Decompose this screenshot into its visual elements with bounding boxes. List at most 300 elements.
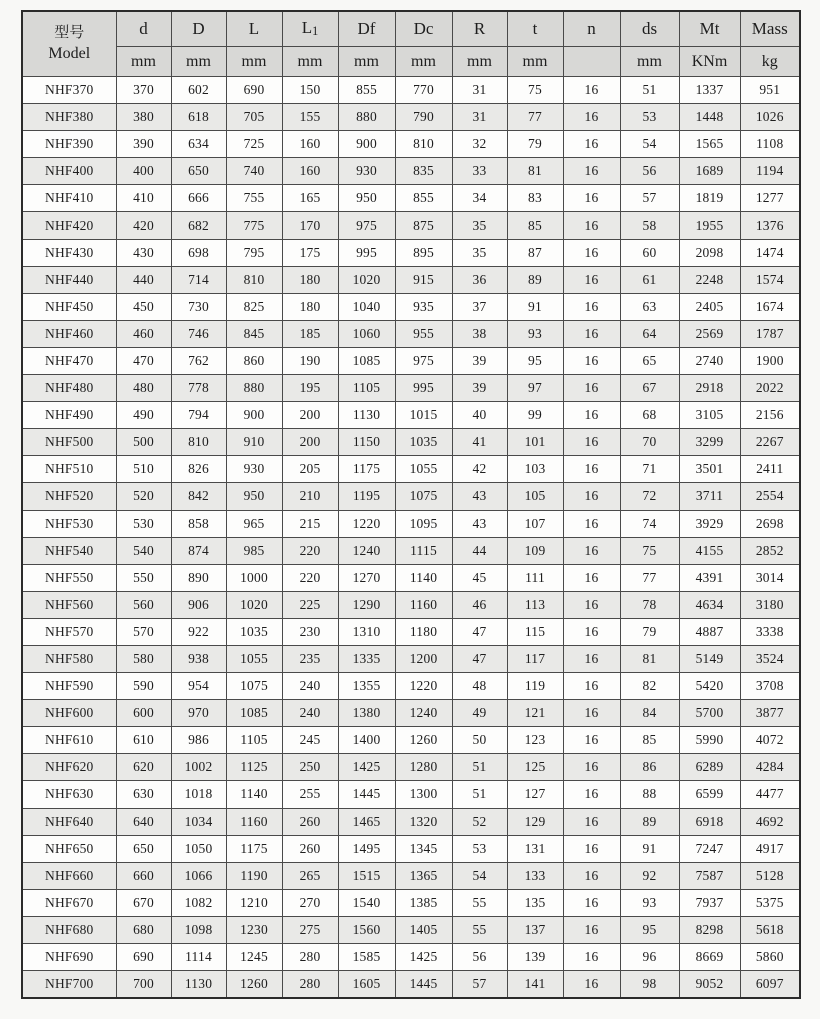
value-cell: 1277: [740, 185, 800, 212]
value-cell: 16: [563, 375, 620, 402]
value-cell: 910: [226, 429, 282, 456]
value-cell: 48: [452, 673, 507, 700]
value-cell: 874: [171, 537, 226, 564]
value-cell: 16: [563, 808, 620, 835]
value-cell: 107: [507, 510, 563, 537]
table-row: [22, 916, 800, 943]
value-cell: 1689: [679, 158, 740, 185]
value-cell: 63: [620, 293, 679, 320]
value-cell: 610: [116, 727, 171, 754]
value-cell: 195: [282, 375, 338, 402]
model-cell: NHF390: [22, 131, 116, 158]
header-label-row: [22, 11, 800, 47]
value-cell: 3929: [679, 510, 740, 537]
table-row: [22, 429, 800, 456]
column-header-ds: ds: [620, 11, 679, 47]
value-cell: 460: [116, 320, 171, 347]
column-unit-ds: mm: [620, 47, 679, 77]
value-cell: 2022: [740, 375, 800, 402]
column-unit-dc: mm: [395, 47, 452, 77]
spec-table: [21, 10, 801, 999]
value-cell: 390: [116, 131, 171, 158]
value-cell: 83: [507, 185, 563, 212]
value-cell: 1125: [226, 754, 282, 781]
model-cell: NHF380: [22, 104, 116, 131]
value-cell: 880: [226, 375, 282, 402]
value-cell: 666: [171, 185, 226, 212]
value-cell: 810: [171, 429, 226, 456]
model-cell: NHF610: [22, 727, 116, 754]
model-cell: NHF500: [22, 429, 116, 456]
value-cell: 895: [395, 239, 452, 266]
value-cell: 790: [395, 104, 452, 131]
value-cell: 1200: [395, 645, 452, 672]
value-cell: 5860: [740, 944, 800, 971]
column-header-mt: Mt: [679, 11, 740, 47]
value-cell: 550: [116, 564, 171, 591]
value-cell: 16: [563, 104, 620, 131]
value-cell: 8298: [679, 916, 740, 943]
value-cell: 915: [395, 266, 452, 293]
column-header-r: R: [452, 11, 507, 47]
value-cell: 39: [452, 375, 507, 402]
value-cell: 3299: [679, 429, 740, 456]
table-row: [22, 483, 800, 510]
value-cell: 44: [452, 537, 507, 564]
column-unit-t: mm: [507, 47, 563, 77]
value-cell: 1210: [226, 889, 282, 916]
value-cell: 89: [507, 266, 563, 293]
value-cell: 180: [282, 266, 338, 293]
value-cell: 64: [620, 320, 679, 347]
column-header-mass: Mass: [740, 11, 800, 47]
value-cell: 85: [620, 727, 679, 754]
value-cell: 275: [282, 916, 338, 943]
value-cell: 690: [116, 944, 171, 971]
value-cell: 160: [282, 158, 338, 185]
table-row: [22, 835, 800, 862]
value-cell: 125: [507, 754, 563, 781]
value-cell: 1020: [226, 591, 282, 618]
value-cell: 6599: [679, 781, 740, 808]
value-cell: 922: [171, 618, 226, 645]
value-cell: 260: [282, 808, 338, 835]
value-cell: 2918: [679, 375, 740, 402]
model-cell: NHF410: [22, 185, 116, 212]
value-cell: 265: [282, 862, 338, 889]
column-unit-mass: kg: [740, 47, 800, 77]
value-cell: 965: [226, 510, 282, 537]
value-cell: 31: [452, 104, 507, 131]
value-cell: 1290: [338, 591, 395, 618]
value-cell: 141: [507, 971, 563, 999]
value-cell: 60: [620, 239, 679, 266]
value-cell: 16: [563, 402, 620, 429]
value-cell: 16: [563, 456, 620, 483]
value-cell: 450: [116, 293, 171, 320]
value-cell: 115: [507, 618, 563, 645]
value-cell: 1574: [740, 266, 800, 293]
value-cell: 2740: [679, 347, 740, 374]
value-cell: 245: [282, 727, 338, 754]
table-row: [22, 104, 800, 131]
value-cell: 1066: [171, 862, 226, 889]
value-cell: 68: [620, 402, 679, 429]
value-cell: 53: [620, 104, 679, 131]
value-cell: 825: [226, 293, 282, 320]
value-cell: 875: [395, 212, 452, 239]
value-cell: 180: [282, 293, 338, 320]
table-row: [22, 971, 800, 999]
value-cell: 690: [226, 77, 282, 104]
value-cell: 52: [452, 808, 507, 835]
value-cell: 235: [282, 645, 338, 672]
table-row: [22, 510, 800, 537]
table-row: [22, 185, 800, 212]
value-cell: 280: [282, 971, 338, 999]
value-cell: 1015: [395, 402, 452, 429]
value-cell: 46: [452, 591, 507, 618]
value-cell: 1150: [338, 429, 395, 456]
value-cell: 1900: [740, 347, 800, 374]
table-row: [22, 754, 800, 781]
value-cell: 602: [171, 77, 226, 104]
model-cell: NHF620: [22, 754, 116, 781]
value-cell: 50: [452, 727, 507, 754]
value-cell: 49: [452, 700, 507, 727]
column-unit-n: [563, 47, 620, 77]
value-cell: 1245: [226, 944, 282, 971]
model-cell: NHF690: [22, 944, 116, 971]
value-cell: 4634: [679, 591, 740, 618]
value-cell: 16: [563, 835, 620, 862]
value-cell: 1337: [679, 77, 740, 104]
value-cell: 81: [620, 645, 679, 672]
value-cell: 16: [563, 971, 620, 999]
value-cell: 16: [563, 510, 620, 537]
value-cell: 6289: [679, 754, 740, 781]
value-cell: 1540: [338, 889, 395, 916]
value-cell: 3708: [740, 673, 800, 700]
value-cell: 954: [171, 673, 226, 700]
value-cell: 119: [507, 673, 563, 700]
value-cell: 5149: [679, 645, 740, 672]
value-cell: 835: [395, 158, 452, 185]
value-cell: 930: [338, 158, 395, 185]
value-cell: 4477: [740, 781, 800, 808]
value-cell: 240: [282, 700, 338, 727]
column-header-d: D: [171, 11, 226, 47]
value-cell: 6097: [740, 971, 800, 999]
value-cell: 1425: [338, 754, 395, 781]
value-cell: 79: [620, 618, 679, 645]
table-row: [22, 889, 800, 916]
model-cell: NHF640: [22, 808, 116, 835]
value-cell: 42: [452, 456, 507, 483]
value-cell: 1060: [338, 320, 395, 347]
value-cell: 1018: [171, 781, 226, 808]
value-cell: 240: [282, 673, 338, 700]
value-cell: 16: [563, 591, 620, 618]
value-cell: 2554: [740, 483, 800, 510]
value-cell: 3180: [740, 591, 800, 618]
value-cell: 1195: [338, 483, 395, 510]
value-cell: 698: [171, 239, 226, 266]
value-cell: 230: [282, 618, 338, 645]
model-cell: NHF680: [22, 916, 116, 943]
value-cell: 650: [171, 158, 226, 185]
value-cell: 55: [452, 889, 507, 916]
value-cell: 1105: [226, 727, 282, 754]
model-cell: NHF490: [22, 402, 116, 429]
value-cell: 1425: [395, 944, 452, 971]
value-cell: 31: [452, 77, 507, 104]
column-header-l: L: [226, 11, 282, 47]
value-cell: 9052: [679, 971, 740, 999]
value-cell: 480: [116, 375, 171, 402]
value-cell: 935: [395, 293, 452, 320]
value-cell: 16: [563, 429, 620, 456]
value-cell: 16: [563, 239, 620, 266]
value-cell: 55: [452, 916, 507, 943]
value-cell: 82: [620, 673, 679, 700]
value-cell: 75: [507, 77, 563, 104]
value-cell: 139: [507, 944, 563, 971]
value-cell: 16: [563, 944, 620, 971]
value-cell: 955: [395, 320, 452, 347]
model-cell: NHF630: [22, 781, 116, 808]
value-cell: 950: [226, 483, 282, 510]
value-cell: 762: [171, 347, 226, 374]
value-cell: 900: [338, 131, 395, 158]
value-cell: 71: [620, 456, 679, 483]
value-cell: 650: [116, 835, 171, 862]
value-cell: 91: [620, 835, 679, 862]
value-cell: 930: [226, 456, 282, 483]
value-cell: 986: [171, 727, 226, 754]
table-row: [22, 320, 800, 347]
value-cell: 5420: [679, 673, 740, 700]
value-cell: 61: [620, 266, 679, 293]
value-cell: 4391: [679, 564, 740, 591]
value-cell: 97: [507, 375, 563, 402]
value-cell: 1300: [395, 781, 452, 808]
value-cell: 255: [282, 781, 338, 808]
value-cell: 41: [452, 429, 507, 456]
value-cell: 858: [171, 510, 226, 537]
column-unit-d: mm: [171, 47, 226, 77]
value-cell: 16: [563, 266, 620, 293]
model-cell: NHF570: [22, 618, 116, 645]
value-cell: 57: [620, 185, 679, 212]
value-cell: 51: [620, 77, 679, 104]
value-cell: 72: [620, 483, 679, 510]
table-row: [22, 131, 800, 158]
value-cell: 5990: [679, 727, 740, 754]
value-cell: 1105: [338, 375, 395, 402]
value-cell: 1495: [338, 835, 395, 862]
value-cell: 54: [620, 131, 679, 158]
table-row: [22, 456, 800, 483]
value-cell: 620: [116, 754, 171, 781]
model-label-en: Model: [48, 45, 91, 63]
value-cell: 133: [507, 862, 563, 889]
value-cell: 16: [563, 564, 620, 591]
value-cell: 96: [620, 944, 679, 971]
value-cell: 1220: [395, 673, 452, 700]
value-cell: 57: [452, 971, 507, 999]
model-column-header: [22, 11, 116, 77]
value-cell: 1335: [338, 645, 395, 672]
value-cell: 150: [282, 77, 338, 104]
value-cell: 200: [282, 429, 338, 456]
value-cell: 1114: [171, 944, 226, 971]
value-cell: 95: [620, 916, 679, 943]
value-cell: 77: [507, 104, 563, 131]
value-cell: 137: [507, 916, 563, 943]
value-cell: 630: [116, 781, 171, 808]
value-cell: 700: [116, 971, 171, 999]
value-cell: 951: [740, 77, 800, 104]
value-cell: 16: [563, 185, 620, 212]
value-cell: 580: [116, 645, 171, 672]
value-cell: 85: [507, 212, 563, 239]
value-cell: 99: [507, 402, 563, 429]
table-header: [22, 11, 800, 77]
value-cell: 16: [563, 754, 620, 781]
model-cell: NHF650: [22, 835, 116, 862]
value-cell: 16: [563, 889, 620, 916]
value-cell: 730: [171, 293, 226, 320]
value-cell: 938: [171, 645, 226, 672]
column-unit-df: mm: [338, 47, 395, 77]
value-cell: 35: [452, 239, 507, 266]
value-cell: 1515: [338, 862, 395, 889]
value-cell: 1385: [395, 889, 452, 916]
value-cell: 1270: [338, 564, 395, 591]
value-cell: 1194: [740, 158, 800, 185]
value-cell: 105: [507, 483, 563, 510]
value-cell: 16: [563, 618, 620, 645]
value-cell: 1445: [338, 781, 395, 808]
value-cell: 560: [116, 591, 171, 618]
value-cell: 93: [620, 889, 679, 916]
value-cell: 618: [171, 104, 226, 131]
value-cell: 1055: [226, 645, 282, 672]
value-cell: 510: [116, 456, 171, 483]
value-cell: 1002: [171, 754, 226, 781]
value-cell: 131: [507, 835, 563, 862]
value-cell: 3524: [740, 645, 800, 672]
column-unit-r: mm: [452, 47, 507, 77]
value-cell: 2411: [740, 456, 800, 483]
value-cell: 842: [171, 483, 226, 510]
value-cell: 117: [507, 645, 563, 672]
value-cell: 1175: [338, 456, 395, 483]
value-cell: 640: [116, 808, 171, 835]
value-cell: 1098: [171, 916, 226, 943]
value-cell: 855: [338, 77, 395, 104]
table-row: [22, 537, 800, 564]
value-cell: 400: [116, 158, 171, 185]
value-cell: 103: [507, 456, 563, 483]
value-cell: 86: [620, 754, 679, 781]
value-cell: 16: [563, 483, 620, 510]
value-cell: 970: [171, 700, 226, 727]
value-cell: 880: [338, 104, 395, 131]
value-cell: 2267: [740, 429, 800, 456]
value-cell: 1108: [740, 131, 800, 158]
value-cell: 1220: [338, 510, 395, 537]
value-cell: 520: [116, 483, 171, 510]
value-cell: 16: [563, 537, 620, 564]
value-cell: 5700: [679, 700, 740, 727]
value-cell: 1605: [338, 971, 395, 999]
value-cell: 1160: [226, 808, 282, 835]
value-cell: 1320: [395, 808, 452, 835]
value-cell: 410: [116, 185, 171, 212]
value-cell: 160: [282, 131, 338, 158]
value-cell: 3501: [679, 456, 740, 483]
table-row: [22, 727, 800, 754]
value-cell: 92: [620, 862, 679, 889]
value-cell: 111: [507, 564, 563, 591]
table-row: [22, 402, 800, 429]
model-cell: NHF540: [22, 537, 116, 564]
value-cell: 975: [395, 347, 452, 374]
value-cell: 54: [452, 862, 507, 889]
value-cell: 74: [620, 510, 679, 537]
value-cell: 1175: [226, 835, 282, 862]
value-cell: 1075: [226, 673, 282, 700]
value-cell: 155: [282, 104, 338, 131]
model-cell: NHF670: [22, 889, 116, 916]
value-cell: 950: [338, 185, 395, 212]
value-cell: 1560: [338, 916, 395, 943]
header-unit-row: [22, 47, 800, 77]
value-cell: 210: [282, 483, 338, 510]
value-cell: 32: [452, 131, 507, 158]
value-cell: 906: [171, 591, 226, 618]
value-cell: 1310: [338, 618, 395, 645]
value-cell: 1140: [226, 781, 282, 808]
value-cell: 2098: [679, 239, 740, 266]
value-cell: 4887: [679, 618, 740, 645]
table-row: [22, 347, 800, 374]
value-cell: 900: [226, 402, 282, 429]
value-cell: 88: [620, 781, 679, 808]
value-cell: 16: [563, 781, 620, 808]
value-cell: 1180: [395, 618, 452, 645]
value-cell: 67: [620, 375, 679, 402]
model-cell: NHF400: [22, 158, 116, 185]
table-row: [22, 618, 800, 645]
column-header-n: n: [563, 11, 620, 47]
value-cell: 370: [116, 77, 171, 104]
value-cell: 123: [507, 727, 563, 754]
value-cell: 1035: [226, 618, 282, 645]
value-cell: 6918: [679, 808, 740, 835]
table-row: [22, 645, 800, 672]
value-cell: 16: [563, 212, 620, 239]
value-cell: 175: [282, 239, 338, 266]
table-row: [22, 564, 800, 591]
value-cell: 1280: [395, 754, 452, 781]
value-cell: 84: [620, 700, 679, 727]
value-cell: 215: [282, 510, 338, 537]
value-cell: 270: [282, 889, 338, 916]
value-cell: 500: [116, 429, 171, 456]
